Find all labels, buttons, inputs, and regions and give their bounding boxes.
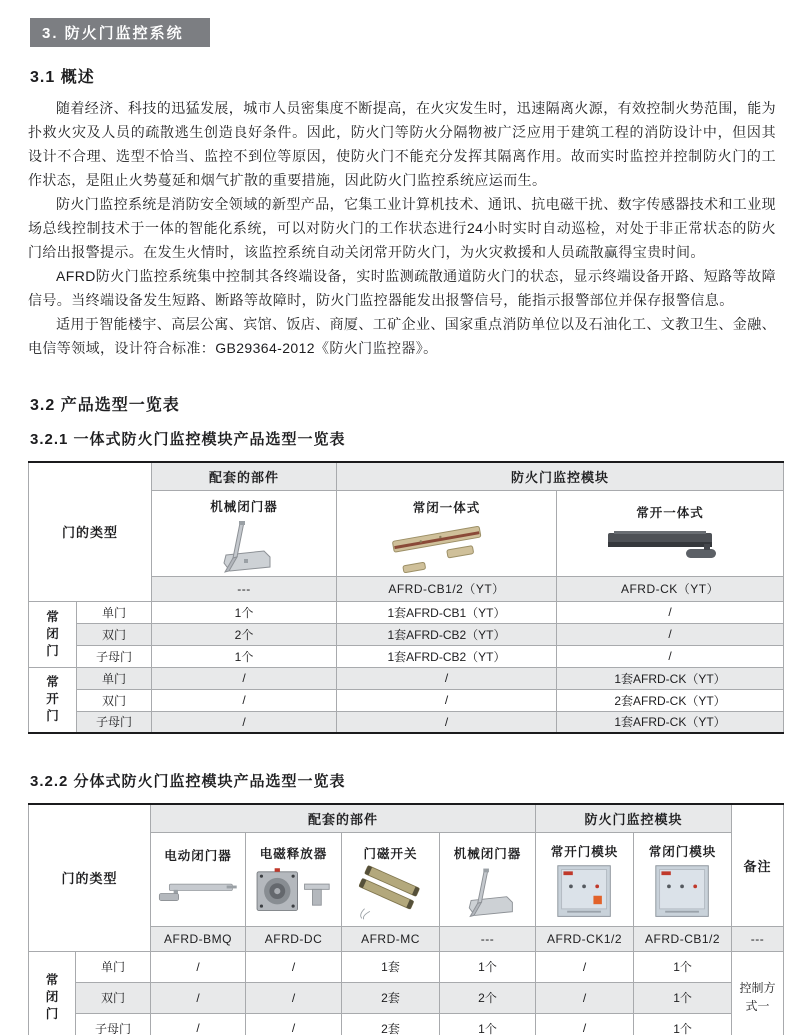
table-cell: 1个 [152, 601, 337, 623]
door-kind-cell: 双门 [76, 982, 151, 1013]
model-cell: AFRD-CB1/2 [634, 926, 732, 951]
mechanical-door-closer-image [458, 864, 518, 920]
normally-open-door-module-image [551, 862, 619, 922]
paragraph: 随着经济、科技的迅猛发展，城市人员密集度不断提高，在火灾发生时，迅速隔离火源，有效控制火势范围，能为扑救火灾及人员的疏散逃生创造良好条件。因此，防火门等防火分隔物被广泛应用于建筑工程的消防设计中，但因其设计不合理、选型不恰当、监控不到位等原因，使防火门不能充分发挥其隔离作用。故而实时监控并控制防火门的工作状态，是阻止火势蔓延和烟气扩散的重要措施，因此防火门监控系统应运而生。 [28, 100, 776, 188]
door-kind-cell: 单门 [77, 667, 152, 689]
table-cell: / [152, 689, 337, 711]
overview-heading: 3.1 概述 [30, 69, 95, 86]
table-cell: 1个 [152, 645, 337, 667]
product-name: 门磁开关 [363, 846, 418, 861]
table-cell: / [337, 689, 557, 711]
table-cell: / [152, 667, 337, 689]
product-name: 机械闭门器 [210, 499, 278, 514]
split-module-selection-table [28, 803, 784, 1035]
table-cell: 1套AFRD-CK（YT） [557, 667, 784, 689]
electromagnetic-releaser-image [250, 864, 338, 920]
modules-group-header: 防火门监控模块 [536, 804, 732, 832]
product-name: 常闭一体式 [412, 500, 481, 515]
door-type-header: 门的类型 [29, 462, 152, 601]
door-kind-cell: 双门 [77, 689, 152, 711]
door-kind-cell: 单门 [76, 951, 151, 982]
product-cell [634, 832, 732, 926]
accessories-group-header: 配套的部件 [152, 462, 337, 490]
table-cell: 1个 [634, 982, 732, 1013]
table-cell: / [246, 951, 342, 982]
table-cell: / [152, 711, 337, 733]
table1-heading: 3.2.1 一体式防火门监控模块产品选型一览表 [30, 431, 346, 448]
table-cell: 2套AFRD-CK（YT） [557, 689, 784, 711]
product-name: 电动闭门器 [164, 848, 232, 863]
normally-open-integrated-module-image [600, 523, 740, 569]
door-kind-cell: 子母门 [76, 1013, 151, 1035]
table-cell: / [337, 667, 557, 689]
product-cell [337, 490, 557, 576]
table-cell: / [557, 601, 784, 623]
table-cell: 1个 [634, 951, 732, 982]
product-name: 常开一体式 [636, 505, 704, 520]
table-cell: / [246, 1013, 342, 1035]
model-cell: AFRD-CK（YT） [557, 576, 784, 601]
product-name: 常闭门模块 [648, 844, 717, 859]
table-cell: / [246, 982, 342, 1013]
selection-heading: 3.2 产品选型一览表 [30, 397, 180, 414]
section-label-normally-open: 常开门 [29, 667, 77, 733]
paragraph: 适用于智能楼宇、高层公寓、宾馆、饭店、商厦、工矿企业、国家重点消防单位以及石油化工、文教卫生、金融、电信等领域，设计符合标准：GB29364-2012《防火门监控器》。 [28, 316, 776, 356]
section-label-normally-closed: 常闭门 [29, 951, 76, 1035]
model-cell: AFRD-BMQ [151, 926, 246, 951]
product-cell [151, 832, 246, 926]
table-cell: / [557, 623, 784, 645]
normally-closed-door-module-image [649, 862, 717, 922]
electric-door-closer-image [155, 866, 241, 918]
table-cell: 2个 [440, 982, 536, 1013]
table-cell: / [536, 982, 634, 1013]
model-cell: AFRD-DC [246, 926, 342, 951]
product-cell [246, 832, 342, 926]
table-cell: / [536, 1013, 634, 1035]
model-cell: --- [152, 576, 337, 601]
product-name: 常开门模块 [550, 844, 619, 859]
table2-heading: 3.2.2 分体式防火门监控模块产品选型一览表 [30, 773, 346, 790]
table-cell: / [536, 951, 634, 982]
table-cell: 1套 [342, 951, 440, 982]
remark-value-cell: 控制方式一 [732, 951, 784, 1035]
integrated-module-selection-table [28, 461, 784, 734]
table-cell: 1套AFRD-CB2（YT） [337, 623, 557, 645]
overview-paragraphs [28, 96, 776, 360]
product-cell [342, 832, 440, 926]
accessories-group-header: 配套的部件 [151, 804, 536, 832]
table-cell: 1套AFRD-CB1（YT） [337, 601, 557, 623]
model-cell: --- [440, 926, 536, 951]
table-cell: 2套 [342, 982, 440, 1013]
normally-closed-integrated-module-image [382, 518, 512, 574]
door-magnetic-switch-image [347, 864, 435, 920]
product-cell [152, 490, 337, 576]
table-cell: / [337, 711, 557, 733]
table-cell: 1个 [440, 1013, 536, 1035]
door-kind-cell: 子母门 [77, 645, 152, 667]
section-title-badge: 3. 防火门监控系统 [30, 18, 210, 47]
table-cell: 2套 [342, 1013, 440, 1035]
door-type-header: 门的类型 [29, 804, 151, 951]
door-kind-cell: 子母门 [77, 711, 152, 733]
model-cell: AFRD-MC [342, 926, 440, 951]
table-cell: 1套AFRD-CK（YT） [557, 711, 784, 733]
table-cell: / [151, 982, 246, 1013]
table-cell: 1套AFRD-CB2（YT） [337, 645, 557, 667]
modules-group-header: 防火门监控模块 [337, 462, 784, 490]
product-cell [536, 832, 634, 926]
product-name: 机械闭门器 [453, 846, 522, 861]
table-cell: / [151, 951, 246, 982]
model-cell: AFRD-CK1/2 [536, 926, 634, 951]
mechanical-door-closer-image [212, 517, 276, 575]
door-kind-cell: 单门 [77, 601, 152, 623]
table-cell: / [151, 1013, 246, 1035]
remark-model-cell: --- [732, 926, 784, 951]
door-kind-cell: 双门 [77, 623, 152, 645]
table-cell: / [557, 645, 784, 667]
table-cell: 1个 [440, 951, 536, 982]
model-cell: AFRD-CB1/2（YT） [337, 576, 557, 601]
product-name: 电磁释放器 [259, 846, 328, 861]
paragraph: 防火门监控系统是消防安全领域的新型产品，它集工业计算机技术、通讯、抗电磁干扰、数字传感器技术和工业现场总线控制技术于一体的智能化系统，可以对防火门的工作状态进行24小时实时自动巡检，对处于非正常状态的防火门给出报警提示。在发生火情时，该监控系统自动关闭常开防火门，为火灾救援和人员疏散赢得宝贵时间。 [28, 196, 776, 260]
table-cell: 1个 [634, 1013, 732, 1035]
paragraph: AFRD防火门监控系统集中控制其各终端设备，实时监测疏散通道防火门的状态，显示终端设备开路、短路等故障信号。当终端设备发生短路、断路等故障时，防火门监控器能发出报警信号，能指示报警部位并保存报警信息。 [28, 268, 776, 308]
table-cell: 2个 [152, 623, 337, 645]
remark-header: 备注 [732, 804, 784, 926]
section-label-normally-closed: 常闭门 [29, 601, 77, 667]
product-cell [557, 490, 784, 576]
product-cell [440, 832, 536, 926]
